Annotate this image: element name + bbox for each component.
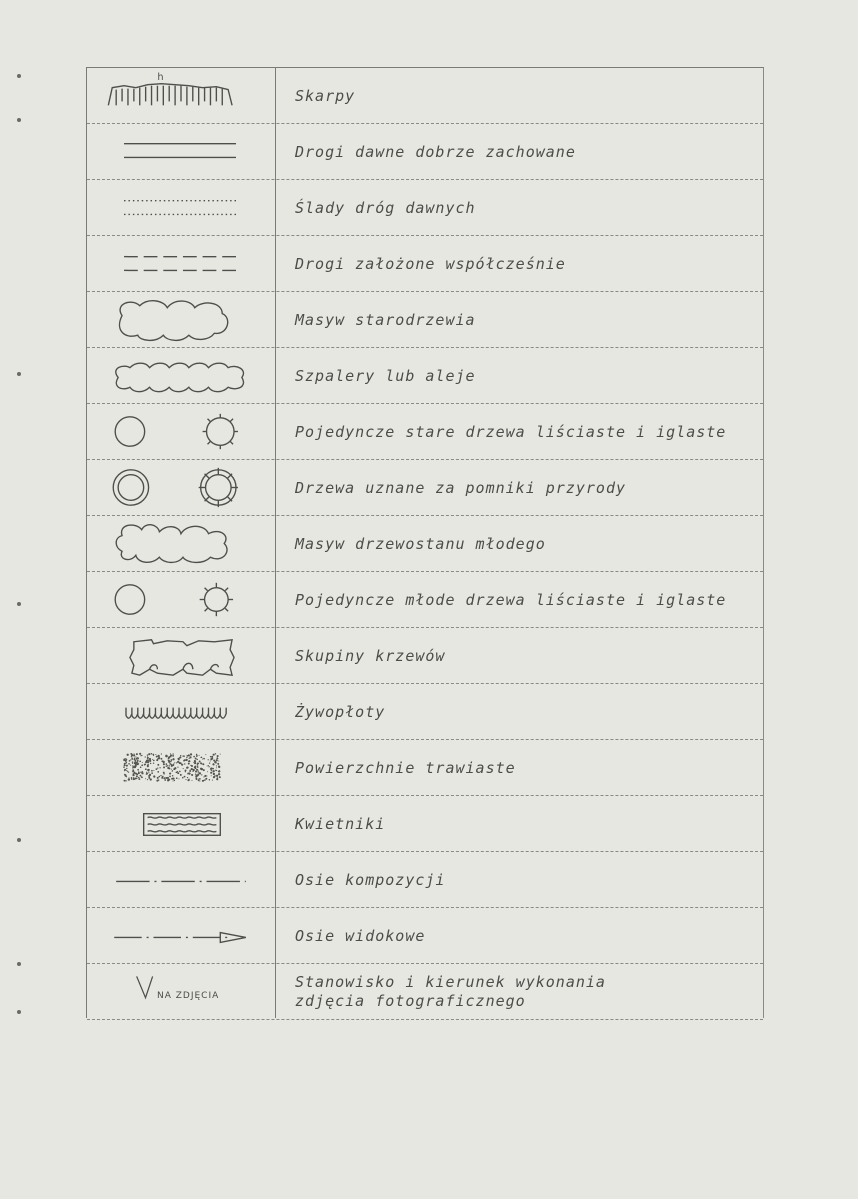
dash-dot-arrow-symbol <box>87 908 275 963</box>
legend-table <box>86 67 764 1018</box>
legend-row <box>87 236 763 292</box>
legend-label: Skarpy <box>295 86 356 105</box>
chain-of-loops-symbol <box>87 348 275 403</box>
legend-row <box>87 628 763 684</box>
circle-and-spiked-circle-symbol <box>87 404 275 459</box>
legend-label <box>295 964 606 1019</box>
punch-hole <box>17 838 21 842</box>
legend-label: Osie widokowe <box>295 926 426 945</box>
legend-row <box>87 68 763 124</box>
legend-label: Pojedyncze stare drzewa liściaste i iglaste <box>295 422 727 441</box>
cloud-outline-symbol <box>87 292 275 347</box>
punch-hole <box>17 962 21 966</box>
legend-row <box>87 516 763 572</box>
legend-row <box>87 404 763 460</box>
legend-label: Drogi założone współcześnie <box>295 254 566 273</box>
legend-label: Kwietniki <box>295 814 386 833</box>
legend-row <box>87 908 763 964</box>
legend-row <box>87 796 763 852</box>
escarpment-symbol <box>87 68 275 123</box>
legend-row <box>87 852 763 908</box>
legend-label: Osie kompozycji <box>295 870 446 889</box>
wavy-cloud-symbol <box>87 516 275 571</box>
viewpoint-symbol-text: NA ZDJĘCIA <box>157 991 220 1001</box>
punch-hole <box>17 1010 21 1014</box>
double-dotted-line-symbol <box>87 180 275 235</box>
stippled-area-symbol <box>87 740 275 795</box>
legend-label: Szpalery lub aleje <box>295 366 476 385</box>
legend-row <box>87 684 763 740</box>
escarpment-mark: h <box>157 71 164 83</box>
legend-label: Żywopłoty <box>295 702 386 721</box>
legend-row <box>87 460 763 516</box>
double-circle-symbol <box>87 460 275 515</box>
punch-hole <box>17 74 21 78</box>
flowerbed-symbol <box>87 796 275 851</box>
double-dashed-line-symbol <box>87 236 275 291</box>
legend-label: Powierzchnie trawiaste <box>295 758 516 777</box>
legend-row <box>87 572 763 628</box>
shrub-group-symbol <box>87 628 275 683</box>
legend-row <box>87 348 763 404</box>
punch-hole <box>17 118 21 122</box>
legend-label: Masyw drzewostanu młodego <box>295 534 546 553</box>
punch-hole <box>17 372 21 376</box>
legend-row <box>87 964 763 1020</box>
v-viewpoint-symbol <box>87 964 275 1019</box>
column-divider <box>275 68 276 1018</box>
legend-label: Drzewa uznane za pomniki przyrody <box>295 478 627 497</box>
legend-label: Skupiny krzewów <box>295 646 446 665</box>
legend-row <box>87 124 763 180</box>
small-circle-and-spiked-circle-symbol <box>87 572 275 627</box>
legend-label: Pojedyncze młode drzewa liściaste i iglaste <box>295 590 727 609</box>
legend-label-line: Stanowisko i kierunek wykonania <box>295 972 606 991</box>
double-solid-line-symbol <box>87 124 275 179</box>
dash-dot-line-symbol <box>87 852 275 907</box>
legend-row <box>87 292 763 348</box>
legend-label: Ślady dróg dawnych <box>295 198 476 217</box>
zigzag-hedge-symbol <box>87 684 275 739</box>
legend-label-line: zdjęcia fotograficznego <box>295 991 526 1010</box>
legend-label: Drogi dawne dobrze zachowane <box>295 142 576 161</box>
punch-hole <box>17 602 21 606</box>
legend-row <box>87 180 763 236</box>
legend-label: Masyw starodrzewia <box>295 310 476 329</box>
legend-row <box>87 740 763 796</box>
